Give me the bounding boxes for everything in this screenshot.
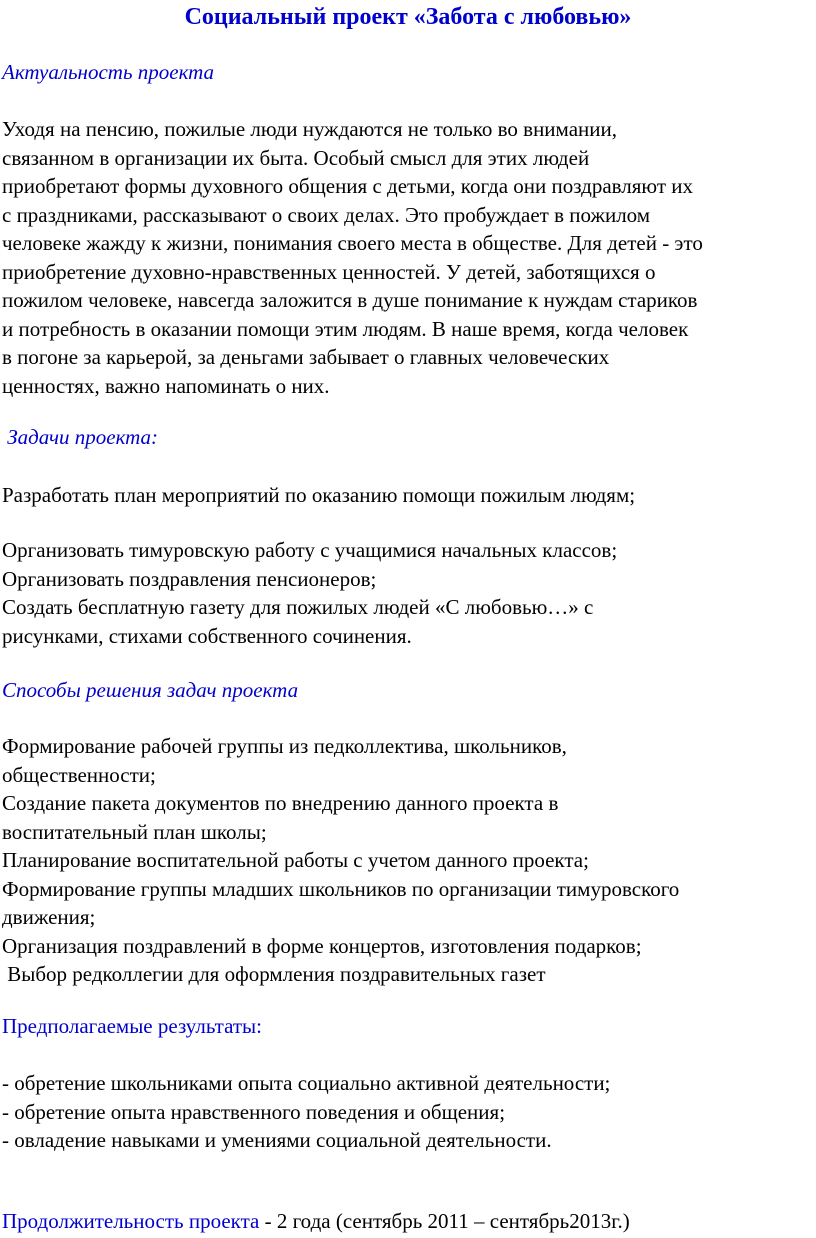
list-item: общественности; bbox=[2, 762, 156, 787]
duration-line bbox=[2, 1207, 814, 1236]
list-item: Организовать тимуровскую работу с учащимися начальных классов; bbox=[2, 538, 618, 562]
paragraph-line: Уходя на пенсию, пожилые люди нуждаются не только во внимании, bbox=[2, 117, 617, 141]
list-item: Планирование воспитательной работы с учетом данного проекта; bbox=[2, 848, 589, 872]
list-item: Организация поздравлений в форме концертов, изготовления подарков; bbox=[2, 933, 642, 958]
document-title: Социальный проект «Забота с любовью» bbox=[184, 4, 632, 30]
paragraph-line: пожилом человеке, навсегда заложится в душе понимание к нуждам стариков bbox=[2, 288, 698, 312]
relevance-heading: Актуальность проекта bbox=[2, 60, 215, 84]
list-item: - обретение опыта нравственного поведения и общения; bbox=[2, 1099, 506, 1124]
paragraph-line: с праздниками, рассказывают о своих делах. Это пробуждает в пожилом bbox=[2, 202, 651, 227]
tasks-first-item: Разработать план мероприятий по оказанию помощи пожилым людям; bbox=[2, 483, 636, 507]
list-item: Организовать поздравления пенсионеров; bbox=[2, 566, 377, 591]
list-item: Формирование группы младших школьников по организации тимуровского bbox=[2, 876, 680, 901]
tasks-heading: Задачи проекта: bbox=[2, 425, 159, 449]
paragraph-line: ценностях, важно напоминать о них. bbox=[2, 373, 330, 398]
list-item: воспитательный план школы; bbox=[2, 819, 267, 844]
list-item: - овладение навыками и умениями социальной деятельности. bbox=[2, 1128, 552, 1152]
list-item: - обретение школьниками опыта социально активной деятельности; bbox=[2, 1071, 611, 1095]
results-heading: Предполагаемые результаты: bbox=[2, 1014, 262, 1038]
list-item: рисунками, стихами собственного сочинения. bbox=[2, 623, 412, 648]
list-item: Создать бесплатную газету для пожилых людей «С любовью…» с bbox=[2, 595, 594, 619]
relevance-paragraph bbox=[2, 115, 814, 400]
paragraph-line: приобретение духовно-нравственных ценностей. У детей, заботящихся о bbox=[2, 259, 656, 284]
list-item: движения; bbox=[2, 905, 96, 929]
duration-value: - 2 года (сентябрь 2011 – сентябрь2013г.) bbox=[259, 1209, 630, 1233]
list-item: Формирование рабочей группы из педколлектива, школьников, bbox=[2, 734, 567, 758]
paragraph-line: в погоне за карьерой, за деньгами забывает о главных человеческих bbox=[2, 345, 610, 369]
paragraph-line: человеке жажду к жизни, понимания своего места в обществе. Для детей - это bbox=[2, 231, 703, 255]
methods-list bbox=[2, 732, 814, 989]
list-item: Выбор редколлегии для оформления поздравительных газет bbox=[2, 962, 546, 986]
paragraph-line: связанном в организации их быта. Особый смысл для этих людей bbox=[2, 145, 590, 170]
duration-label: Продолжительность проекта bbox=[2, 1209, 260, 1233]
tasks-list bbox=[2, 536, 814, 650]
results-list bbox=[2, 1069, 814, 1155]
methods-heading: Способы решения задач проекта bbox=[2, 678, 299, 702]
paragraph-line: и потребность в оказании помощи этим людям. В наше время, когда человек bbox=[2, 316, 689, 341]
paragraph-line: приобретают формы духовного общения с детьми, когда они поздравляют их bbox=[2, 174, 694, 198]
list-item: Создание пакета документов по внедрению данного проекта в bbox=[2, 791, 559, 815]
